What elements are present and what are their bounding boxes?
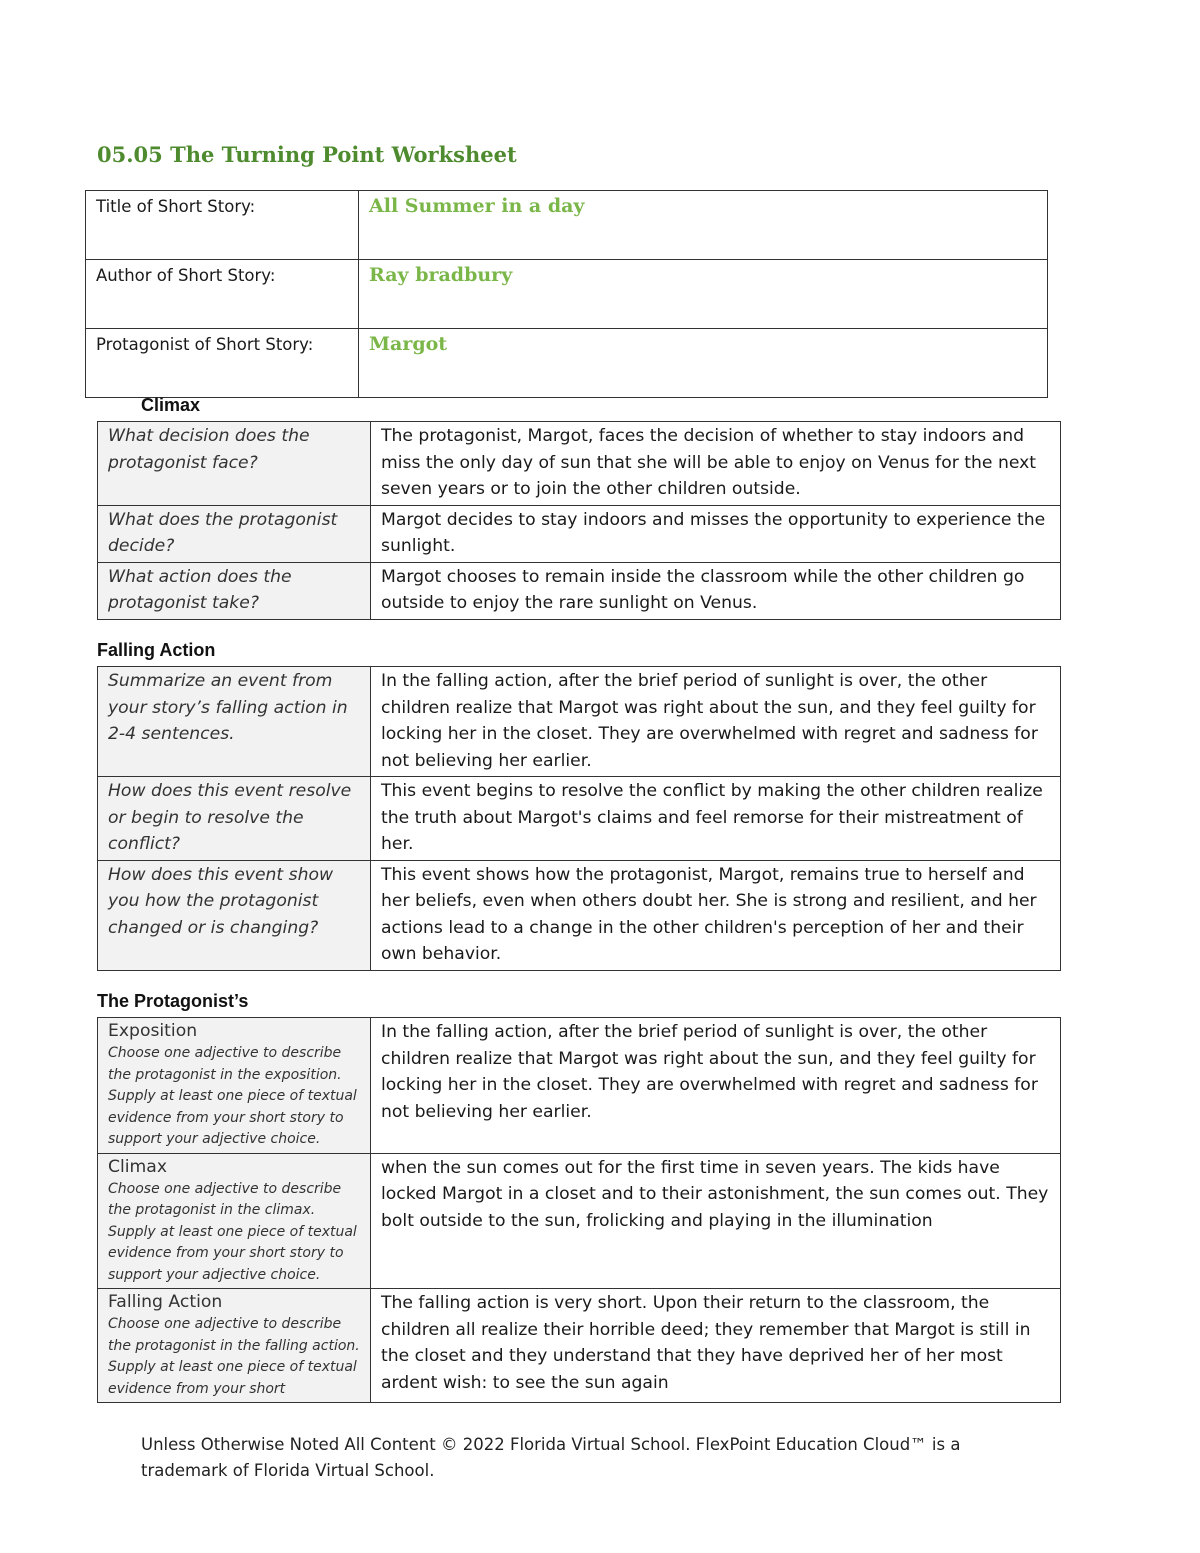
climax-heading: Climax — [141, 395, 201, 415]
protagonist-table — [97, 1017, 1061, 1403]
info-label: Author of Short Story: — [86, 260, 359, 329]
stage-instruction: Choose one adjective to describe the protagonist in the climax. Supply at least one piece of textual evidence from your short story to support your adjective choice. — [108, 1180, 357, 1283]
question-cell: What decision does the protagonist face? — [98, 422, 371, 506]
question-cell: What does the protagonist decide? — [98, 505, 371, 562]
stage-cell — [98, 1153, 371, 1289]
answer-cell: Margot chooses to remain inside the classroom while the other children go outside to enjoy the rare sunlight on Venus. — [371, 562, 1061, 619]
info-row-title — [86, 191, 1048, 260]
table-row — [98, 777, 1061, 861]
question-cell: How does this event resolve or begin to resolve the conflict? — [98, 777, 371, 861]
table-row — [98, 860, 1061, 970]
falling-action-heading: Falling Action — [97, 640, 216, 660]
stage-cell — [98, 1018, 371, 1154]
question-cell: What action does the protagonist take? — [98, 562, 371, 619]
answer-cell: This event begins to resolve the conflict by making the other children realize the truth about Margot's claims and feel remorse for their mistreatment of her. — [371, 777, 1061, 861]
stage-label: Falling Action — [108, 1292, 223, 1312]
info-label: Title of Short Story: — [86, 191, 359, 260]
story-protagonist-value: Margot — [359, 329, 1048, 398]
story-title-value: All Summer in a day — [359, 191, 1048, 260]
stage-instruction: Choose one adjective to describe the protagonist in the exposition. Supply at least one piece of textual evidence from your short story to support your adjective choice. — [108, 1045, 357, 1147]
stage-label: Climax — [108, 1156, 167, 1177]
answer-cell: In the falling action, after the brief period of sunlight is over, the other children realize that Margot was right about the sun, and they feel guilty for locking her in the closet. They are overwhelmed with regret and sadness for not believing her earlier. — [371, 1018, 1061, 1154]
answer-cell: In the falling action, after the brief period of sunlight is over, the other children realize that Margot was right about the sun, and they feel guilty for locking her in the closet. They are overwhelmed with regret and sadness for not believing her earlier. — [371, 667, 1061, 777]
info-label: Protagonist of Short Story: — [86, 329, 359, 398]
story-author-value: Ray bradbury — [359, 260, 1048, 329]
answer-cell: Margot decides to stay indoors and misses the opportunity to experience the sunlight. — [371, 505, 1061, 562]
story-info-table — [85, 190, 1048, 398]
table-row — [98, 1153, 1061, 1289]
answer-cell: The falling action is very short. Upon their return to the classroom, the children all realize their horrible deed; they remember that Margot is still in the closet and they understand that they have deprived her of her most ardent wish: to see the sun again — [371, 1289, 1061, 1403]
info-row-author — [86, 260, 1048, 329]
answer-cell: The protagonist, Margot, faces the decision of whether to stay indoors and miss the only day of sun that she will be able to enjoy on Venus for the next seven years or to join the other children outside. — [371, 422, 1061, 506]
table-row — [98, 505, 1061, 562]
answer-cell: when the sun comes out for the first time in seven years. The kids have locked Margot in a closet and to their astonishment, the sun comes out. They bolt outside to the sun, frolicking and playing in the illumination — [371, 1153, 1061, 1289]
stage-cell — [98, 1289, 371, 1403]
worksheet-title: 05.05 The Turning Point Worksheet — [97, 142, 517, 167]
question-cell: How does this event show you how the protagonist changed or is changing? — [98, 860, 371, 970]
table-row — [98, 1018, 1061, 1154]
stage-instruction: Choose one adjective to describe the protagonist in the falling action. Supply at least one piece of textual evidence from your short — [108, 1316, 360, 1397]
table-row — [98, 1289, 1061, 1403]
table-row — [98, 562, 1061, 619]
info-row-protagonist — [86, 329, 1048, 398]
table-row — [98, 422, 1061, 506]
falling-action-table — [97, 666, 1061, 971]
climax-table — [97, 421, 1061, 620]
question-cell: Summarize an event from your story’s falling action in 2-4 sentences. — [98, 667, 371, 777]
stage-label: Exposition — [108, 1021, 198, 1041]
protagonist-heading: The Protagonist’s — [97, 991, 249, 1011]
copyright-footer: Unless Otherwise Noted All Content © 2022 Florida Virtual School. FlexPoint Education Cloud™ is a trademark of Florida Virtual School. — [141, 1435, 961, 1480]
table-row — [98, 667, 1061, 777]
answer-cell: This event shows how the protagonist, Margot, remains true to herself and her beliefs, even when others doubt her. She is strong and resilient, and her actions lead to a change in the other children's perception of her and their own behavior. — [371, 860, 1061, 970]
